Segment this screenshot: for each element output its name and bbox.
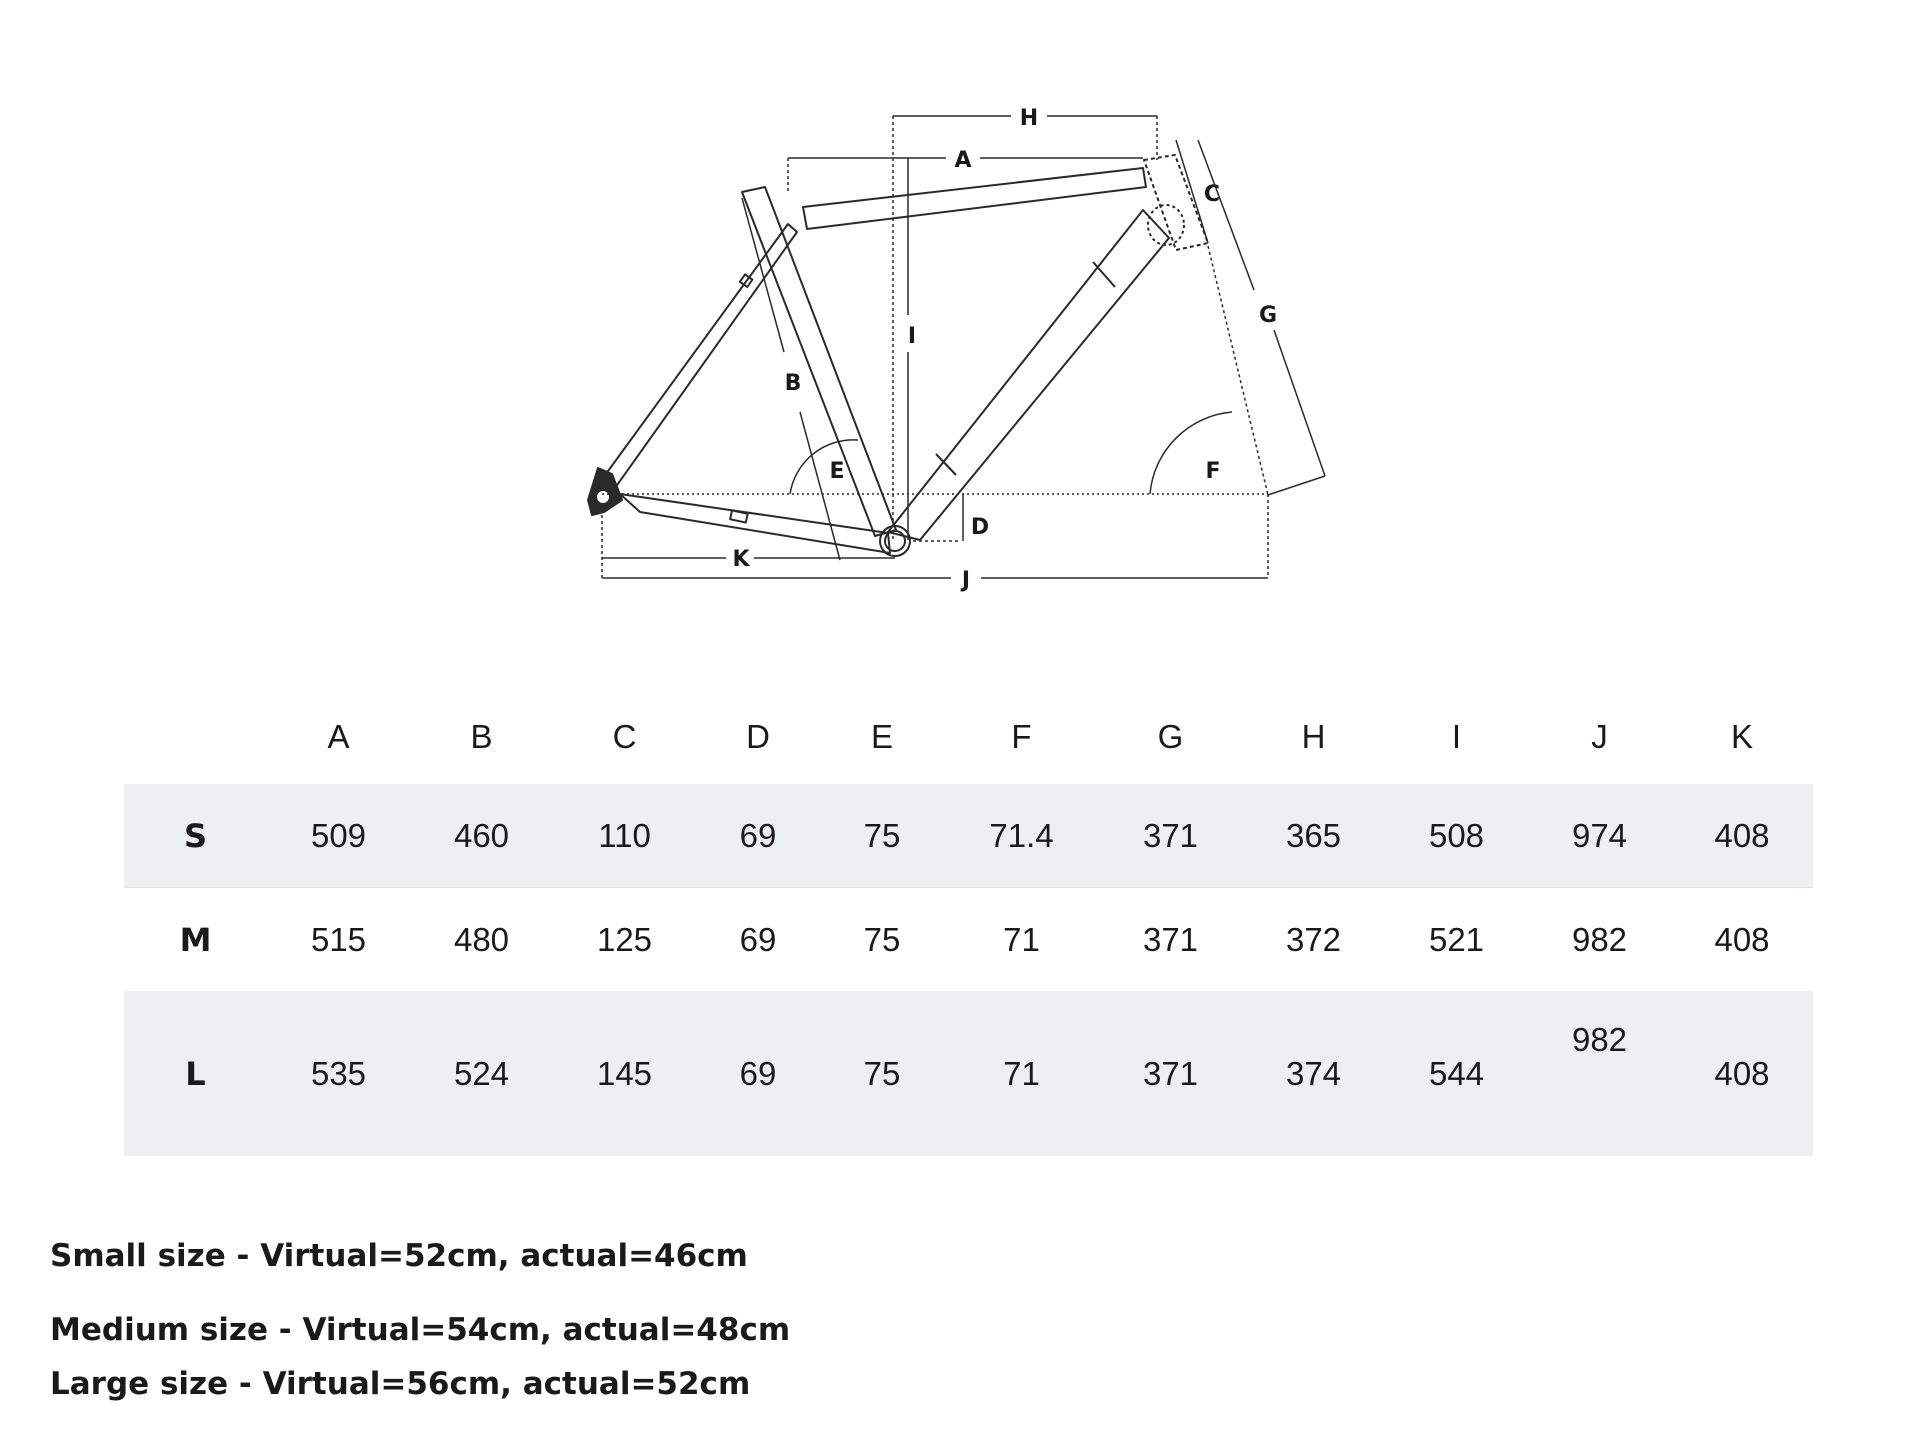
table-row	[124, 888, 1813, 992]
label-f: F	[1205, 459, 1221, 484]
col-header: H	[1301, 718, 1326, 755]
label-g: G	[1258, 303, 1278, 328]
label-a: A	[954, 148, 972, 173]
note-large: Large size - Virtual=56cm, actual=52cm	[50, 1366, 751, 1402]
size-notes	[50, 1236, 790, 1404]
size-label: M	[124, 888, 267, 992]
table-cell: 69	[696, 991, 820, 1156]
table-cell: 145	[553, 991, 696, 1156]
table-cell: 982	[1528, 991, 1671, 1156]
table-cell: 75	[820, 888, 944, 992]
label-h: H	[1019, 106, 1039, 131]
table-cell: 508	[1385, 784, 1528, 888]
label-i: I	[907, 324, 917, 349]
label-d: D	[970, 515, 990, 540]
dimension-labels	[732, 106, 1277, 593]
headset-detail	[1148, 205, 1184, 245]
seat-stay	[603, 224, 797, 488]
table-cell: 75	[820, 991, 944, 1156]
note-small: Small size - Virtual=52cm, actual=46cm	[50, 1238, 748, 1274]
col-header: A	[327, 718, 350, 755]
col-header: D	[746, 718, 770, 755]
size-label: L	[124, 991, 267, 1156]
col-header: K	[1730, 718, 1753, 755]
table-cell: 71	[944, 888, 1099, 992]
label-c: C	[1203, 182, 1221, 207]
size-label: S	[124, 784, 267, 888]
table-cell: 125	[553, 888, 696, 992]
table-cell: 408	[1671, 888, 1813, 992]
chain-stay	[620, 494, 890, 553]
geometry-table	[124, 690, 1813, 1156]
col-header: J	[1591, 718, 1608, 755]
col-header: E	[870, 718, 893, 755]
table-cell: 408	[1671, 784, 1813, 888]
col-header: I	[1451, 718, 1462, 755]
table-cell: 480	[410, 888, 553, 992]
label-b: B	[784, 371, 802, 396]
table-cell: 544	[1385, 991, 1528, 1156]
bike-frame-diagram	[0, 0, 1922, 640]
table-cell: 69	[696, 784, 820, 888]
table-cell: 371	[1099, 888, 1242, 992]
table-cell: 460	[410, 784, 553, 888]
label-k: K	[732, 547, 750, 572]
table-cell: 372	[1242, 888, 1385, 992]
table-cell: 524	[410, 991, 553, 1156]
table-cell: 408	[1671, 991, 1813, 1156]
note-medium: Medium size - Virtual=54cm, actual=48cm	[50, 1312, 791, 1348]
table-cell: 75	[820, 784, 944, 888]
col-header: B	[470, 718, 493, 755]
table-cell: 71	[944, 991, 1099, 1156]
table-cell: 365	[1242, 784, 1385, 888]
chainstay-bridge	[730, 510, 748, 522]
down-tube-detail	[936, 454, 956, 475]
table-cell: 535	[267, 991, 410, 1156]
col-header: F	[1011, 718, 1032, 755]
table-cell: 371	[1099, 784, 1242, 888]
label-e: E	[829, 459, 845, 484]
table-cell: 515	[267, 888, 410, 992]
table-row	[124, 991, 1813, 1156]
table-cell: 982	[1528, 888, 1671, 992]
down-tube	[888, 210, 1169, 540]
table-cell: 974	[1528, 784, 1671, 888]
table-cell: 509	[267, 784, 410, 888]
header-row	[124, 690, 1813, 784]
frame-tubes	[588, 155, 1208, 556]
table-cell: 110	[553, 784, 696, 888]
table-cell: 374	[1242, 991, 1385, 1156]
top-tube	[803, 168, 1146, 229]
table-row	[124, 784, 1813, 888]
table-cell: 371	[1099, 991, 1242, 1156]
col-header: G	[1157, 718, 1184, 755]
head-tube	[1144, 155, 1208, 250]
corner-cell	[124, 690, 267, 784]
table-cell: 69	[696, 888, 820, 992]
down-tube-detail	[1093, 262, 1115, 287]
table-cell: 521	[1385, 888, 1528, 992]
label-j: J	[961, 568, 971, 593]
col-header: C	[612, 718, 637, 755]
table-cell: 71.4	[944, 784, 1099, 888]
